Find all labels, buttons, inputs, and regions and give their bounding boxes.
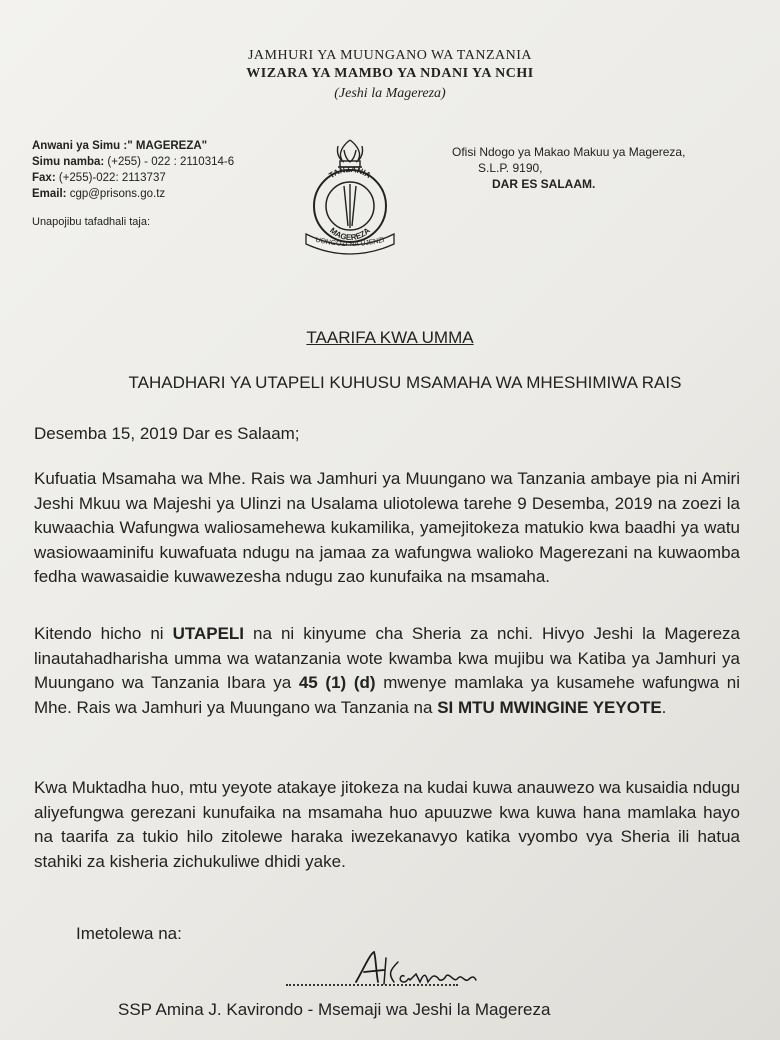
address-line-1: Ofisi Ndogo ya Makao Makuu ya Magereza, [452,145,686,159]
letterhead-department: (Jeshi la Magereza) [334,86,446,101]
issued-by-label: Imetolewa na: [76,924,182,943]
notice-title [0,328,780,348]
notice-subtitle-text: TAHADHARI YA UTAPELI KUHUSU MSAMAHA WA MHESHIMIWA RAIS [128,373,682,392]
fax-label: Fax: [32,172,56,184]
p2-text-e: mwenye mamlaka ya kusamehe wafungwa ni Mhe. Rais wa Jamhuri ya Muungano wa Tanzania na [34,673,740,717]
p2-text-c: na ni kinyume cha Sheria za nchi. Hivyo Jeshi la Magereza linautahadharisha umma wa watanzania wote kwamba kwa mujibu wa Katiba ya Jamhuri ya Muungano wa Tanzania Ibara ya [34,624,740,692]
torch-flame-icon [337,140,362,167]
spears-emblem-icon [344,184,356,228]
handwritten-signature [346,948,486,992]
paragraph-2 [34,622,740,720]
reply-reference: Unapojibu tafadhali taja: [32,216,151,228]
p2-bold-no-one-else: SI MTU MWINGINE YEYOTE [437,697,662,717]
email-label: Email: [32,188,67,200]
seal-top-text: TANZANIA [327,164,373,181]
paragraph-1: Kufuatia Msamaha wa Mhe. Rais wa Jamhuri ya Muungano wa Tanzania ambaye pia ni Amiri Jeshi Mkuu wa Majeshi ya Ulinzi na Usalama uliotolewa tarehe 9 Desemba, 2019 na zoezi la kuwaachia Wafungwa waliosamehewa kukamilika, yamejitokeza matukio kwa baadhi ya watu wasiowaaminifu kuwafuata ndugu na jamaa za wafungwa walioko Magerezani na kuwaomba fedha wawasaidie kuwawezesha ndugu zao kunufaika na msamaha. [34,469,740,586]
seal-bottom-text: MAGEREZA [328,225,372,243]
svg-text:TANZANIA [327,165,372,180]
address-block [452,144,685,192]
date-line: Desemba 15, 2019 Dar es Salaam; [34,424,300,443]
p2-text-g: . [661,697,667,717]
address-line-2: S.L.P. 9190, [478,161,543,175]
contact-block [32,138,234,202]
prisons-seal-logo [298,136,402,256]
address-line-3: DAR ES SALAAM. [492,177,596,191]
notice-title-text: TAARIFA KWA UMMA [306,328,474,347]
fax-value: (+255)-022: 2113737 [58,172,166,184]
telegram-value: " MAGEREZA" [127,140,208,152]
p2-text-a: Kitendo hicho ni [34,624,173,643]
paragraph-3: Kwa Muktadha huo, mtu yeyote atakaye jitokeza na kudai kuwa anauwezo wa kusaidia ndugu aliyefungwa gerezani kunufaika na msamaha huo apuuzwe kwa kuwa hana mamlaka hayo na taarifa za tukio hilo zitolewe haraka iwezekanavyo katika vyombo vya Sheria ili hatua stahiki za kisheria zichukuliwe dhidi yake. [34,778,740,871]
email-value: cgp@prisons.go.tz [69,188,166,200]
seal-ribbon-motto: UONGOZI NA UJENZI [314,236,386,249]
signer-name-title: SSP Amina J. Kavirondo - Msemaji wa Jeshi la Magereza [118,1000,551,1019]
phone-label: Simu namba: [32,156,105,168]
notice-subtitle [0,373,780,393]
p2-bold-fraud: UTAPELI [172,624,245,643]
telegram-label: Anwani ya Simu : [32,140,128,152]
phone-value: (+255) - 022 : 2110314-6 [107,156,235,168]
letterhead-ministry: WIZARA YA MAMBO YA NDANI YA NCHI [246,66,534,81]
p2-bold-article: 45 (1) (d) [298,673,376,692]
letterhead-country: JAMHURI YA MUUNGANO WA TANZANIA [247,48,532,63]
